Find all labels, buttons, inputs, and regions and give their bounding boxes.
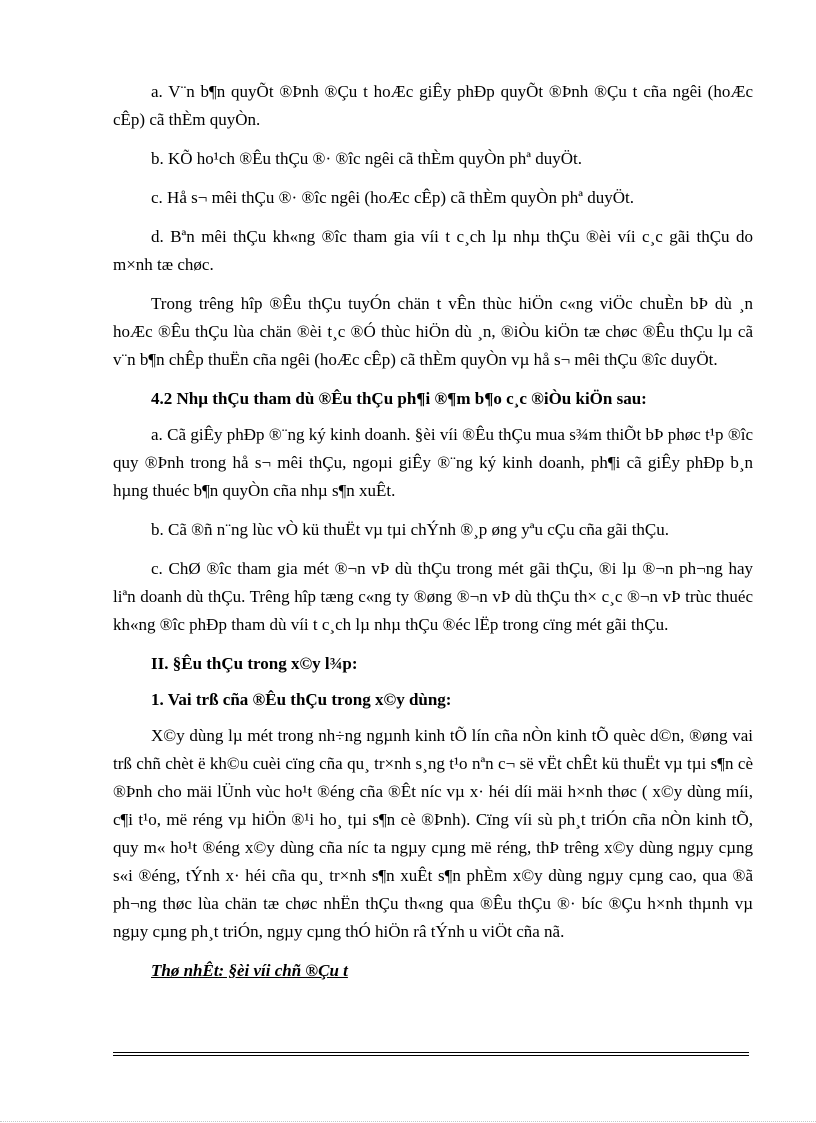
paragraph-role-of-bidding: X©y dùng lµ mét trong nh÷ng ngµnh kinh tÕ lín cña nÒn kinh tÕ quèc d©n, ®øng vai trß chñ chèt ë kh©u cuèi cïng cña qu¸ tr×nh s¸ng t¹o nªn c¬ së vËt chÊt kü thuËt vµ tµi s¶n cè ®Þnh cho mäi lÜnh vùc ho¹t ®éng cña ®Êt níc vµ x· héi díi mäi h×nh thøc ( x©y dùng míi, c¶i t¹o, më réng vµ hiÖn ®¹i ho¸ tµi s¶n cè ®Þnh). Cïng víi sù ph¸t triÓn cña nÒn kinh tÕ, quy m« ho¹t ®éng x©y dùng cña níc ta ngµy cµng më réng, thÞ trêng x©y dùng ngµy cµng s«i ®éng, tÝnh x· héi cña qu¸ tr×nh s¶n xuÊt s¶n phÈm x©y dùng ngµy cµng cao, qua ®ã ph¬ng thøc lùa chän tæ chøc nhËn thÇu th«ng qua ®Êu thÇu ®· bíc ®Çu h×nh thµnh vµ ngµy cµng ph¸t triÓn, ngµy cµng thÓ hiÖn râ tÝnh u viÖt cña nã. xyxy=(113,726,753,941)
heading-1: 1. Vai trß cña ®Êu thÇu trong x©y dùng: xyxy=(151,690,452,709)
paragraph-4-2-c: c. ChØ ®îc tham gia mét ®¬n vÞ dù thÇu trong mét gãi thÇu, ®i lµ ®¬n ph¬ng hay liªn doanh dù thÇu. Trêng hîp tæng c«ng ty ®øng ®¬n vÞ dù thÇu th× c¸c ®¬n vÞ trùc thuéc kh«ng ®îc phÐp tham dù víi t c¸ch lµ nhµ thÇu ®éc lËp trong cïng mét gãi thÇu. xyxy=(113,559,753,634)
document-page xyxy=(113,78,753,985)
paragraph-special-case: Trong trêng hîp ®Êu thÇu tuyÓn chän t vÊn thùc hiÖn c«ng viÖc chuÈn bÞ dù ¸n hoÆc ®Êu thÇu lùa chän ®èi t¸c ®Ó thùc hiÖn dù ¸n, ®iÒu kiÖn tæ chøc ®Êu thÇu lµ cã v¨n b¶n chÊp thuËn cña ngêi (hoÆc cÊp) cã thÈm quyÒn vµ hå s¬ mêi thÇu ®îc duyÖt. xyxy=(113,294,753,369)
heading-first-investor: Thø nhÊt: §èi víi chñ ®Çu t xyxy=(151,961,348,980)
paragraph-a: a. V¨n b¶n quyÕt ®Þnh ®Çu t hoÆc giÊy phÐp quyÕt ®Þnh ®Çu t cña ngêi (hoÆc cÊp) cã thÈm quyÒn. xyxy=(113,82,753,129)
paragraph-b: b. KÕ ho¹ch ®Êu thÇu ®· ®îc ngêi cã thÈm quyÒn phª duyÖt. xyxy=(151,149,582,168)
footer-double-rule xyxy=(113,1052,749,1056)
page-bottom-dotted-edge xyxy=(0,1121,816,1122)
paragraph-d: d. Bªn mêi thÇu kh«ng ®îc tham gia víi t c¸ch lµ nhµ thÇu ®èi víi c¸c gãi thÇu do m×nh tæ chøc. xyxy=(113,227,753,274)
paragraph-4-2-b: b. Cã ®ñ n¨ng lùc vÒ kü thuËt vµ tµi chÝnh ®¸p øng yªu cÇu cña gãi thÇu. xyxy=(151,520,670,539)
heading-section-ii: II. §Êu thÇu trong x©y l¾p: xyxy=(151,654,358,673)
heading-4-2: 4.2 Nhµ thÇu tham dù ®Êu thÇu ph¶i ®¶m b¶o c¸c ®iÒu kiÖn sau: xyxy=(151,389,647,408)
paragraph-c: c. Hå s¬ mêi thÇu ®· ®îc ngêi (hoÆc cÊp) cã thÈm quyÒn phª duyÖt. xyxy=(151,188,634,207)
paragraph-4-2-a: a. Cã giÊy phÐp ®¨ng ký kinh doanh. §èi víi ®Êu thÇu mua s¾m thiÕt bÞ phøc t¹p ®îc quy ®Þnh trong hå s¬ mêi thÇu, ngoµi giÊy ®¨ng ký kinh doanh, ph¶i cã giÊy phÐp b¸n hµng thuéc b¶n quyÒn cña nhµ s¶n xuÊt. xyxy=(113,425,753,500)
